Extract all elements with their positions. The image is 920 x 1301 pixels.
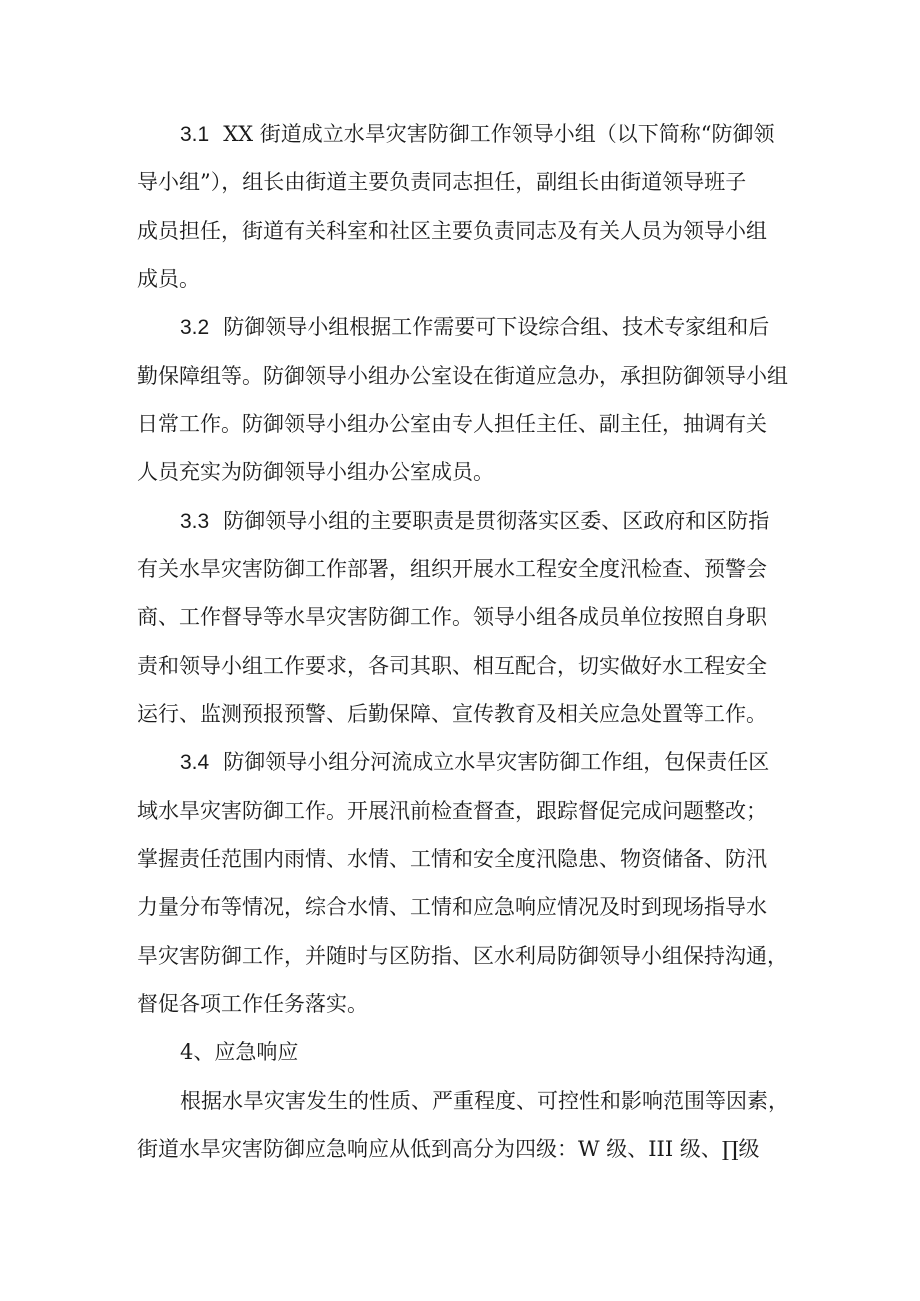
- section-3-2-line-1: [180, 307, 920, 347]
- section-number: 3.2: [180, 316, 210, 339]
- section-number: 3.4: [180, 751, 210, 774]
- section-3-2-line-3: 日常工作。防御领导小组办公室由专人担任主任、副主任，抽调有关: [137, 412, 767, 436]
- section-3-3-line-4: 责和领导小组工作要求，各司其职、相互配合，切实做好水工程安全: [137, 654, 767, 678]
- section-3-1-line-1: [180, 114, 920, 154]
- section-3-4-line-4: 力量分布等情况，综合水情、工情和应急响应情况及时到现场指导水: [137, 895, 767, 919]
- section-4-heading: 4、应急响应: [180, 1040, 299, 1064]
- section-3-1-line-4: 成员。: [137, 267, 200, 291]
- section-3-1-line-3: 成员担任，街道有关科室和社区主要负责同志及有关人员为领导小组: [137, 219, 767, 243]
- section-3-4-line-5: 旱灾害防御工作，并随时与区防指、区水利局防御领导小组保持沟通，: [137, 944, 788, 968]
- section-number: 3.3: [180, 510, 210, 533]
- section-4-line-1: 根据水旱灾害发生的性质、严重程度、可控性和影响范围等因素，: [180, 1089, 789, 1113]
- section-3-4-line-6: 督促各项工作任务落实。: [137, 992, 368, 1016]
- section-3-3-line-3: 商、工作督导等水旱灾害防御工作。领导小组各成员单位按照自身职: [137, 605, 767, 629]
- section-4-line-2: 街道水旱灾害防御应急响应从低到高分为四级：W 级、III 级、∏级: [137, 1137, 760, 1161]
- section-3-2-line-2: 勤保障组等。防御领导小组办公室设在街道应急办，承担防御领导小组: [137, 364, 788, 388]
- paragraph-text: 防御领导小组分河流成立水旱灾害防御工作组，包保责任区: [223, 750, 770, 774]
- section-3-3-line-2: 有关水旱灾害防御工作部署，组织开展水工程安全度汛检查、预警会: [137, 557, 767, 581]
- section-3-3-line-5: 运行、监测预报预警、后勤保障、宣传教育及相关应急处置等工作。: [137, 702, 767, 726]
- paragraph-text: 防御领导小组根据工作需要可下设综合组、技术专家组和后: [223, 315, 770, 339]
- section-3-1-line-2: 导小组”），组长由街道主要负责同志担任，副组长由街道领导班子: [137, 170, 747, 194]
- section-3-2-line-4: 人员充实为防御领导小组办公室成员。: [137, 460, 494, 484]
- paragraph-text: 防御领导小组的主要职责是贯彻落实区委、区政府和区防指: [223, 509, 770, 533]
- paragraph-text: XX 街道成立水旱灾害防御工作领导小组（以下简称“防御领: [223, 122, 775, 146]
- section-3-4-line-3: 掌握责任范围内雨情、水情、工情和安全度汛隐患、物资储备、防汛: [137, 847, 767, 871]
- section-3-4-line-1: [180, 742, 920, 782]
- section-3-4-line-2: 域水旱灾害防御工作。开展汛前检查督查，跟踪督促完成问题整改；: [137, 799, 767, 823]
- section-number: 3.1: [180, 123, 210, 146]
- section-3-3-line-1: [180, 501, 920, 541]
